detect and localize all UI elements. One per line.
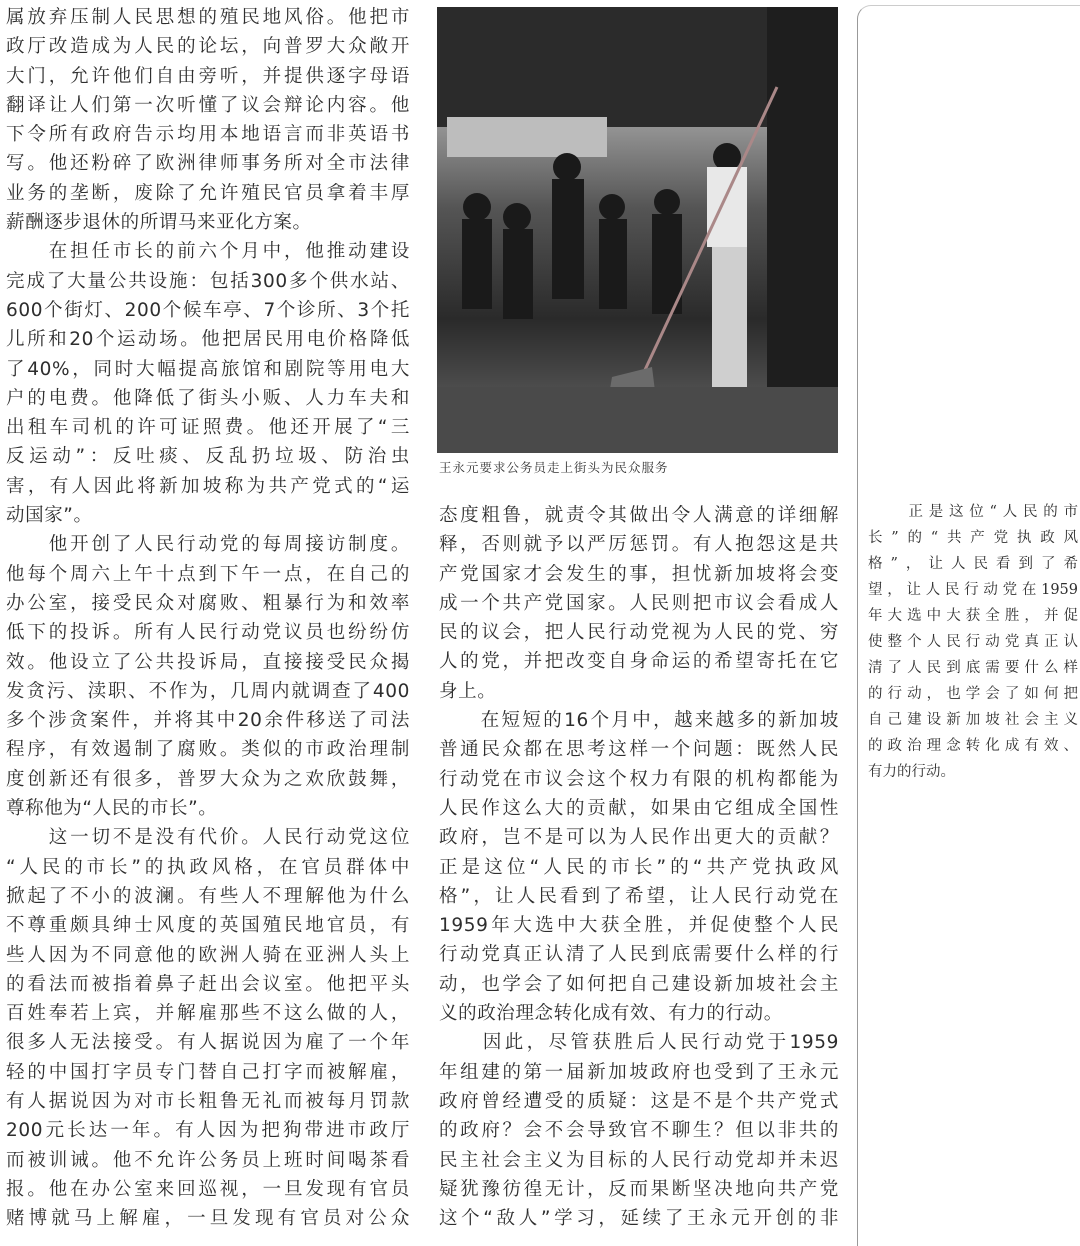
text-line: 出租车司机的许可证照费。他还开展了“三 (6, 417, 410, 439)
text-line: 多个涉贪案件，并将其中20余件移送了司法 (6, 710, 410, 732)
text-line: 而被训诫。他不允许公务员上班时间喝茶看 (6, 1149, 410, 1171)
text-line: 他开创了人民行动党的每周接访制度。 (6, 534, 410, 556)
text-line: 民主社会主义为目标的人民行动党却并未迟 (439, 1149, 839, 1171)
text-line: 很多人无法接受。有人据说因为雇了一个年 (6, 1032, 410, 1054)
text-line: 格”，让人民看到了希望，让人民行动党在 (439, 885, 839, 907)
text-line: 他每个周六上午十点到下午一点，在自己的 (6, 563, 410, 585)
text-line: 长”的“共产党执政风 (868, 530, 1078, 546)
text-line: 行动党真正认清了人民到底需要什么样的行 (439, 944, 839, 966)
text-line: 清了人民到底需要什么样 (868, 660, 1078, 676)
text-line: 600个街灯、200个候车亭、7个诊所、3个托 (6, 299, 410, 321)
text-line: 的看法而被指着鼻子赶出会议室。他把平头 (6, 973, 410, 995)
text-line: 尊称他为“人民的市长”。 (6, 798, 218, 820)
text-line: 正是这位“人民的市 (868, 504, 1078, 520)
text-line: 人民作这么大的贡献，如果由它组成全国性 (439, 797, 839, 819)
text-line: 的政府？会不会导致官不聊生？但以非共的 (439, 1120, 839, 1142)
text-line: 这个“敌人”学习，延续了王永元开创的非 (439, 1208, 839, 1230)
text-line: 了40%，同时大幅提高旅馆和剧院等用电大 (6, 358, 410, 380)
text-line: 政厅改造成为人民的论坛，向普罗大众敞开 (6, 36, 410, 58)
text-line: 有力的行动。 (868, 764, 955, 780)
text-line: 的行动，也学会了如何把 (868, 686, 1078, 702)
paragraph (6, 530, 410, 823)
text-line: 成一个共产党国家。人民则把市议会看成人 (439, 592, 839, 614)
paragraph (439, 501, 839, 706)
text-line: 200元长达一年。有人因为把狗带进市政厅 (6, 1120, 410, 1142)
text-line: 动，也学会了如何把自己建设新加坡社会主 (439, 973, 839, 995)
text-line: 赌博就马上解雇，一旦发现有官员对公众 (6, 1208, 410, 1230)
paragraph (6, 3, 410, 237)
text-line: 业务的垄断，废除了允许殖民官员拿着丰厚 (6, 182, 410, 204)
text-line: 办公室，接受民众对腐败、粗暴行为和效率 (6, 592, 410, 614)
text-line: 薪酬逐步退休的所谓马来亚化方案。 (6, 212, 312, 234)
text-line: 在短短的16个月中，越来越多的新加坡 (439, 710, 839, 732)
text-line: 年大选中大获全胜，并促 (868, 608, 1078, 624)
text-line: 户的电费。他降低了街头小贩、人力车夫和 (6, 387, 410, 409)
text-line: 使整个人民行动党真正认 (868, 634, 1078, 650)
text-line: 身上。 (439, 680, 497, 702)
paragraph (6, 237, 410, 530)
text-line: 年组建的第一届新加坡政府也受到了王永元 (439, 1061, 839, 1083)
text-line: 格”，让人民看到了希 (868, 556, 1078, 572)
historical-photo (437, 7, 838, 453)
text-line: 反运动”：反吐痰、反乱扔垃圾、防治虫 (6, 446, 410, 468)
photo-caption: 王永元要求公务员走上街头为民众服务 (439, 460, 669, 475)
text-line: 人的党，并把改变自身命运的希望寄托在它 (439, 651, 839, 673)
text-line: 害，有人因此将新加坡称为共产党式的“运 (6, 475, 410, 497)
text-line: 不尊重颇具绅士风度的英国殖民地官员，有 (6, 915, 410, 937)
text-line: 普通民众都在思考这样一个问题：既然人民 (439, 739, 839, 761)
text-line: 望，让人民行动党在1959 (868, 582, 1078, 598)
left-text-column (6, 3, 410, 1233)
street-sweeping-photo-illustration (437, 7, 838, 453)
text-line: 疑犹豫彷徨无计，反而果断坚决地向共产党 (439, 1178, 839, 1200)
text-line: 行动党在市议会这个权力有限的机构都能为 (439, 768, 839, 790)
text-line: 完成了大量公共设施：包括300多个供水站、 (6, 270, 410, 292)
text-line: “人民的市长”的执政风格，在官员群体中 (6, 856, 410, 878)
text-line: 属放弃压制人民思想的殖民地风俗。他把市 (6, 7, 410, 28)
paragraph (439, 706, 839, 1028)
text-line: 大门，允许他们自由旁听，并提供逐字母语 (6, 65, 410, 87)
text-line: 掀起了不小的波澜。有些人不理解他为什么 (6, 885, 410, 907)
text-line: 报。他在办公室来回巡视，一旦发现有官员 (6, 1178, 410, 1200)
text-line: 发贪污、渎职、不作为，几周内就调查了400 (6, 680, 410, 702)
text-line: 释，否则就予以严厉惩罚。有人抱怨这是共 (439, 534, 839, 556)
text-line: 程序，有效遏制了腐败。类似的市政治理制 (6, 739, 410, 761)
text-line: 正是这位“人民的市长”的“共产党执政风 (439, 856, 839, 878)
text-line: 的政治理念转化成有效、 (868, 738, 1078, 754)
text-line: 政府曾经遭受的质疑：这是不是个共产党式 (439, 1090, 839, 1112)
text-line: 在担任市长的前六个月中，他推动建设 (6, 241, 410, 263)
text-line: 翻译让人们第一次听懂了议会辩论内容。他 (6, 94, 410, 116)
text-line: 1959年大选中大获全胜，并促使整个人民 (439, 915, 839, 937)
text-line: 度创新还有很多，普罗大众为之欢欣鼓舞， (6, 768, 410, 790)
text-line: 些人因为不同意他的欧洲人骑在亚洲人头上 (6, 944, 410, 966)
paragraph (439, 1028, 839, 1233)
text-line: 动国家”。 (6, 505, 93, 527)
text-line: 义的政治理念转化成有效、有力的行动。 (439, 1003, 783, 1025)
text-line: 写。他还粉碎了欧洲律师事务所对全市法律 (6, 153, 410, 175)
pull-quote-text (868, 499, 1078, 785)
text-line: 轻的中国打字员专门替自己打字而被解雇， (6, 1061, 410, 1083)
text-line: 政府，岂不是可以为人民作出更大的贡献？ (439, 827, 839, 849)
text-line: 自己建设新加坡社会主义 (868, 712, 1078, 728)
text-line: 产党国家才会发生的事，担忧新加坡将会变 (439, 563, 839, 585)
text-line: 下令所有政府告示均用本地语言而非英语书 (6, 124, 410, 146)
text-line: 因此，尽管获胜后人民行动党于1959 (439, 1032, 839, 1054)
text-line: 儿所和20个运动场。他把居民用电价格降低 (6, 329, 410, 351)
paragraph (6, 823, 410, 1233)
text-line: 这一切不是没有代价。人民行动党这位 (6, 827, 410, 849)
text-line: 百姓奉若上宾，并解雇那些不这么做的人， (6, 1003, 410, 1025)
text-line: 有人据说因为对市长粗鲁无礼而被每月罚款 (6, 1090, 410, 1112)
text-line: 民的议会，把人民行动党视为人民的党、穷 (439, 622, 839, 644)
text-line: 态度粗鲁，就责令其做出令人满意的详细解 (439, 505, 839, 526)
text-line: 低下的投诉。所有人民行动党议员也纷纷仿 (6, 622, 410, 644)
middle-text-column (439, 501, 839, 1233)
paragraph (868, 499, 1078, 785)
text-line: 效。他设立了公共投诉局，直接接受民众揭 (6, 651, 410, 673)
